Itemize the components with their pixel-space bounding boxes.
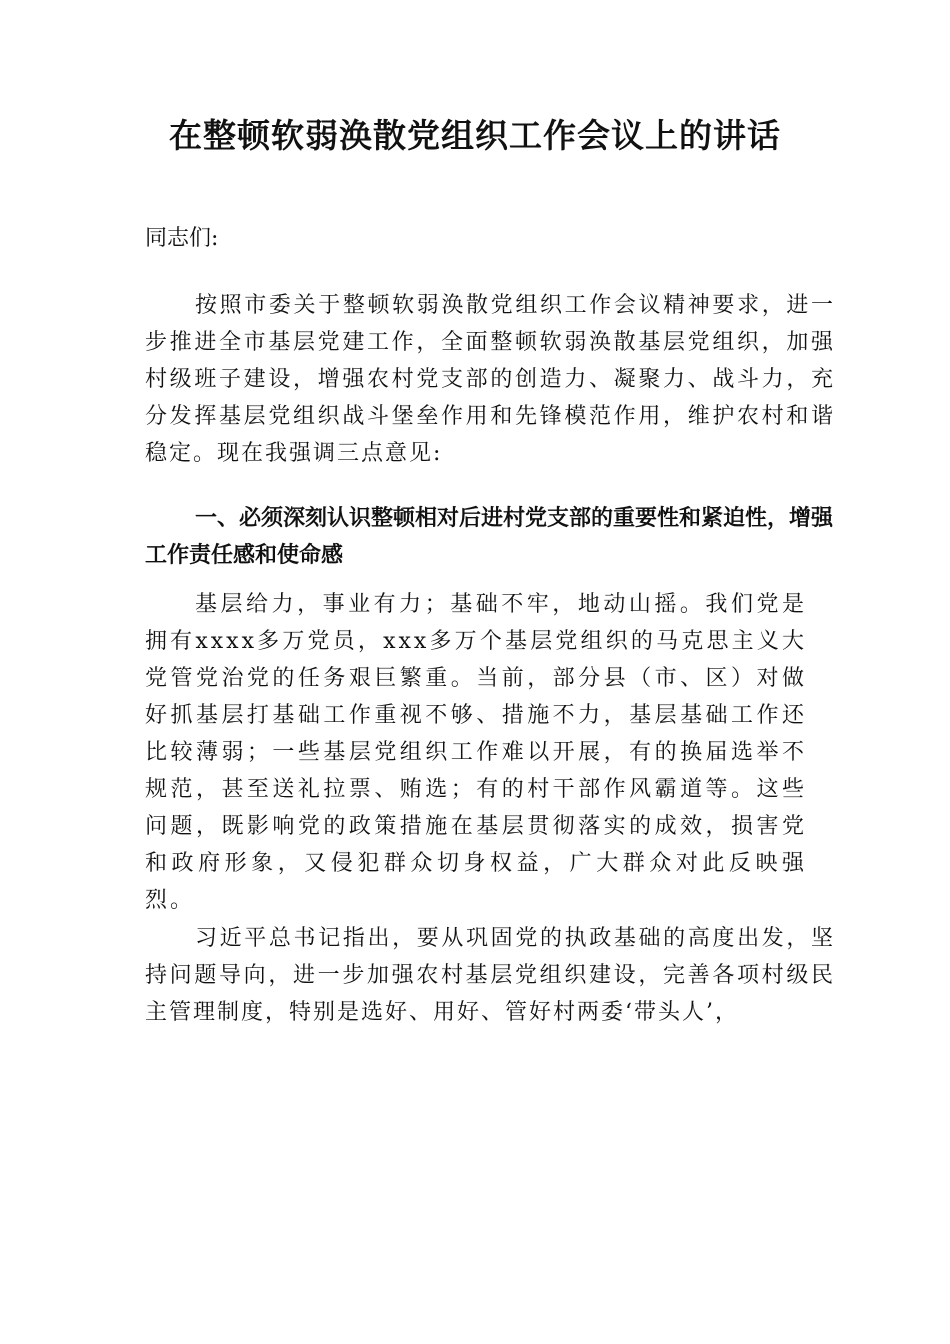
- paragraph-intro: 按照市委关于整顿软弱涣散党组织工作会议精神要求，进一步推进全市基层党建工作，全面整顿软弱涣散基层党组织，加强村级班子建设，增强农村党支部的创造力、凝聚力、战斗力，充分发挥基层党组织战斗堡垒作用和先锋模范作用，维护农村和谐稳定。现在我强调三点意见:: [145, 293, 835, 466]
- paragraph-xi-quote: 习近平总书记指出，要从巩固党的执政基础的高度出发，坚持问题导向，进一步加强农村基层党组织建设，完善各项村级民主管理制度，特别是选好、用好、管好村两委‘带头人’，: [145, 926, 835, 1025]
- salutation: 同志们:: [145, 226, 219, 251]
- document-title: 在整顿软弱涣散党组织工作会议上的讲话: [169, 116, 781, 155]
- paragraph-background: 基层给力，事业有力；基础不牢，地动山摇。我们党是拥有xxxx多万党员，xxx多万个基层党组织的马克思主义大党管党治党的任务艰巨繁重。当前，部分县（市、区）对做好抓基层打基础工作重视不够、措施不力，基层基础工作还比较薄弱；一些基层党组织工作难以开展，有的换届选举不规范，甚至送礼拉票、贿选；有的村干部作风霸道等。这些问题，既影响党的政策措施在基层贯彻落实的成效，损害党和政府形象，又侵犯群众切身权益，广大群众对此反映强烈。: [145, 592, 807, 913]
- section-heading-1: 一、必须深刻认识整顿相对后进村党支部的重要性和紧迫性，增强工作责任感和使命感: [145, 506, 834, 568]
